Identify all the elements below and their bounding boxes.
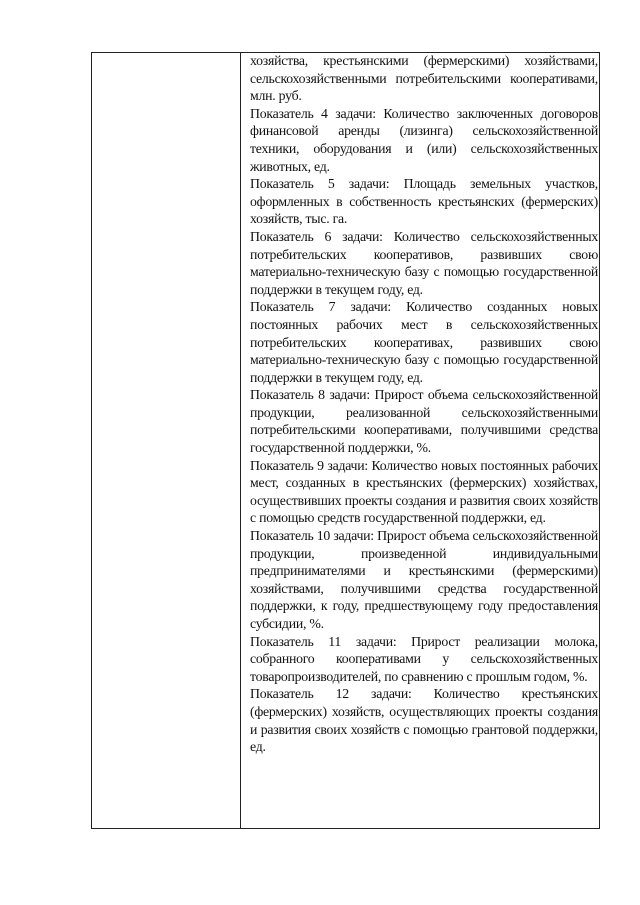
- paragraph-indicator-4: Показатель 4 задачи: Количество заключенных договоров финансовой аренды (лизинга) сельскохозяйственной техники, оборудования и (или) сельскохозяйственных животных, ед.: [250, 105, 598, 174]
- paragraph-indicator-9: Показатель 9 задачи: Количество новых постоянных рабочих мест, созданных в крестьянских (фермерских) хозяйствах, осуществивших проекты создания и развития своих хозяйств с помощью средств государственной поддержки, ед.: [250, 457, 598, 526]
- paragraph-indicator-12: Показатель 12 задачи: Количество крестьянских (фермерских) хозяйств, осуществляющих проекты создания и развития своих хозяйств с помощью грантовой поддержки, ед.: [250, 686, 598, 755]
- table-left-cell: [92, 53, 240, 828]
- paragraph-indicator-10: Показатель 10 задачи: Прирост объема сельскохозяйственной продукции, произведенной индивидуальными предпринимателями и крестьянскими (фермерскими) хозяйствами, получившими средства государственной поддержки, к году, предшествующему году предоставления субсидии, %.: [250, 528, 598, 631]
- paragraph-indicator-5: Показатель 5 задачи: Площадь земельных участков, оформленных в собственность крестьянских (фермерских) хозяйств, тыс. га.: [250, 176, 598, 227]
- paragraph-indicator-11: Показатель 11 задачи: Прирост реализации молока, собранного кооперативами у сельскохозяйственных товаропроизводителей, по сравнению с прошлым годом, %.: [250, 633, 598, 684]
- column-divider: [240, 53, 241, 828]
- content-table: [91, 52, 600, 829]
- paragraph-indicator-7: Показатель 7 задачи: Количество созданных новых постоянных рабочих мест в сельскохозяйственных потребительских кооперативах, развивших свою материально-техническую базу с помощью государственной поддержки в текущем году, ед.: [250, 299, 598, 385]
- paragraph-continuation: хозяйства, крестьянскими (фермерскими) хозяйствами, сельскохозяйственными потребительскими кооперативами, млн. руб.: [250, 53, 598, 104]
- table-right-cell: [250, 52, 598, 756]
- paragraph-indicator-8: Показатель 8 задачи: Прирост объема сельскохозяйственной продукции, реализованной сельскохозяйственными потребительскими кооперативами, получившими средства государственной поддержки, %.: [250, 387, 598, 456]
- paragraph-indicator-6: Показатель 6 задачи: Количество сельскохозяйственных потребительских кооперативов, развивших свою материально-техническую базу с помощью государственной поддержки в текущем году, ед.: [250, 228, 598, 297]
